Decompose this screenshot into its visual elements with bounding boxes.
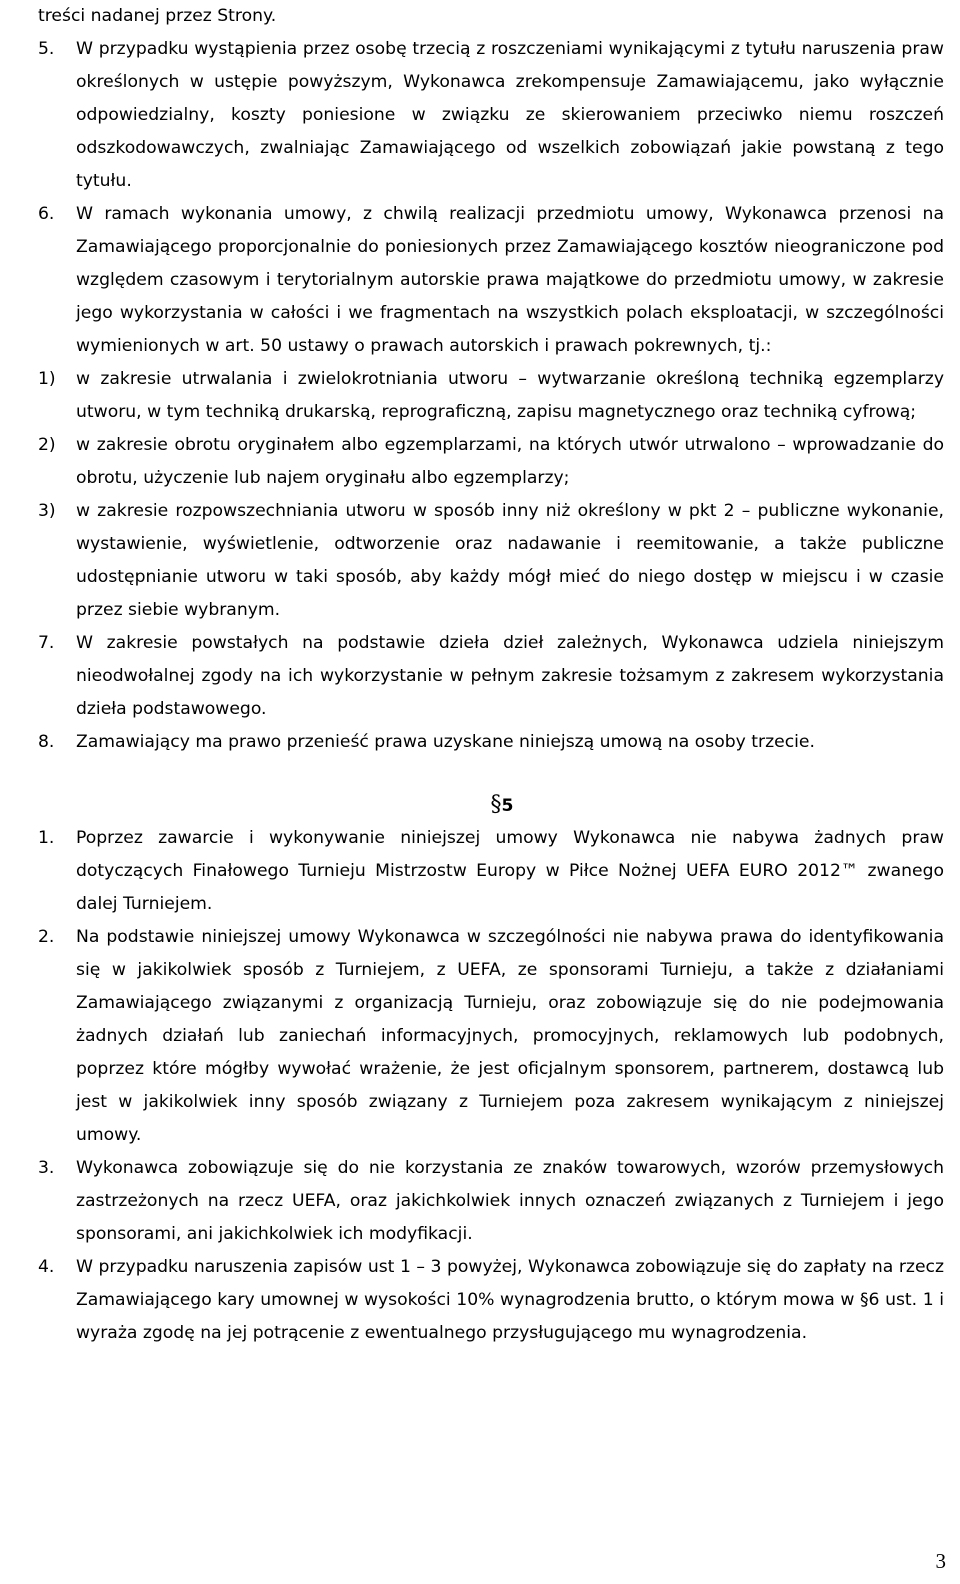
clause-text: W przypadku wystąpienia przez osobę trzecią z roszczeniami wynikającymi z tytułu naruszenia praw określonych w ustępie powyższym, Wykonawca zrekompensuje Zamawiającemu, jako wyłącznie odpowiedzialny, koszty poniesione w związku ze skierowaniem przeciwko niemu roszczeń odszkodowawczych, zwalniając Zamawiającego od wszelkich zobowiązań jakie powstaną z tego tytułu. [76, 39, 944, 191]
section-symbol: § [490, 792, 502, 817]
page-number: 3 [935, 1549, 946, 1573]
clause-number: 5. [38, 39, 55, 59]
clause-5 [38, 33, 944, 198]
clause-text: W zakresie powstałych na podstawie dzieła dzieł zależnych, Wykonawca udziela niniejszym nieodwołalnej zgody na ich wykorzystanie w pełnym zakresie tożsamym z zakresem wykorzystania dzieła podstawowego. [76, 633, 944, 719]
clause-7 [38, 627, 944, 726]
clause-text: Poprzez zawarcie i wykonywanie niniejszej umowy Wykonawca nie nabywa żadnych praw dotyczących Finałowego Turnieju Mistrzostw Europy w Piłce Nożnej UEFA EURO 2012™ zwanego dalej Turniejem. [76, 828, 944, 914]
document-page [38, 0, 944, 1350]
clause-number: 4. [38, 1257, 55, 1277]
section5-clause-3 [38, 1152, 944, 1251]
clause-number: 6. [38, 204, 55, 224]
subclause-1 [38, 363, 944, 429]
clause-number: 7. [38, 633, 55, 653]
subclause-text: w zakresie utrwalania i zwielokrotniania utworu – wytwarzanie określoną techniką egzemplarzy utworu, w tym techniką drukarską, reprograficzną, zapisu magnetycznego oraz techniką cyfrową; [76, 369, 944, 422]
subclause-number: 2) [38, 435, 56, 455]
clause-6 [38, 198, 944, 363]
subclause-number: 3) [38, 501, 56, 521]
subclause-2 [38, 429, 944, 495]
clause-8 [38, 726, 944, 759]
clause-text: Zamawiający ma prawo przenieść prawa uzyskane niniejszą umową na osoby trzecie. [76, 732, 815, 752]
clause-text: Wykonawca zobowiązuje się do nie korzystania ze znaków towarowych, wzorów przemysłowych zastrzeżonych na rzecz UEFA, oraz jakichkolwiek innych oznaczeń związanych z Turniejem i jego sponsorami, ani jakichkolwiek ich modyfikacji. [76, 1158, 944, 1244]
section5-clause-1 [38, 822, 944, 921]
clause-number: 3. [38, 1158, 55, 1178]
clause-text: Na podstawie niniejszej umowy Wykonawca w szczególności nie nabywa prawa do identyfikowania się w jakikolwiek sposób z Turniejem, z UEFA, ze sponsorami Turnieju, a także z działaniami Zamawiającego związanymi z organizacją Turnieju, oraz zobowiązuje się do nie podejmowania żadnych działań lub zaniechań informacyjnych, promocyjnych, reklamowych lub podobnych, poprzez które mógłby wywołać wrażenie, że jest oficjalnym sponsorem, partnerem, dostawcą lub jest w jakikolwiek inny sposób związany z Turniejem poza zakresem wynikającym z niniejszej umowy. [76, 927, 944, 1145]
clause-text: W przypadku naruszenia zapisów ust 1 – 3 powyżej, Wykonawca zobowiązuje się do zapłaty na rzecz Zamawiającego kary umownej w wysokości 10% wynagrodzenia brutto, o którym mowa w §6 ust. 1 i wyraża zgodę na jej potrącenie z ewentualnego przysługującego mu wynagrodzenia. [76, 1257, 944, 1343]
clause-number: 2. [38, 927, 55, 947]
section-number: 5 [501, 796, 514, 816]
subclause-text: w zakresie obrotu oryginałem albo egzemplarzami, na których utwór utrwalono – wprowadzanie do obrotu, użyczenie lub najem oryginału albo egzemplarzy; [76, 435, 944, 488]
subclause-3 [38, 495, 944, 627]
section5-clause-4 [38, 1251, 944, 1350]
clause-number: 1. [38, 828, 55, 848]
clause-text: W ramach wykonania umowy, z chwilą realizacji przedmiotu umowy, Wykonawca przenosi na Zamawiającego proporcjonalnie do poniesionych przez Zamawiającego kosztów nieograniczone pod względem czasowym i terytorialnym autorskie prawa majątkowe do przedmiotu umowy, w zakresie jego wykorzystania w całości i we fragmentach na wszystkich polach eksploatacji, w szczególności wymienionych w art. 50 ustawy o prawach autorskich i prawach pokrewnych, tj.: [76, 204, 944, 356]
section-heading [38, 788, 944, 821]
subclause-text: w zakresie rozpowszechniania utworu w sposób inny niż określony w pkt 2 – publiczne wykonanie, wystawienie, wyświetlenie, odtworzenie oraz nadawanie i reemitowanie, a także publiczne udostępnianie utworu w taki sposób, aby każdy mógł mieć do niego dostęp w miejscu i w czasie przez siebie wybranym. [76, 501, 944, 620]
subclause-number: 1) [38, 369, 56, 389]
section5-clause-2 [38, 921, 944, 1152]
clause-number: 8. [38, 732, 55, 752]
continued-text: treści nadanej przez Strony. [38, 6, 277, 26]
